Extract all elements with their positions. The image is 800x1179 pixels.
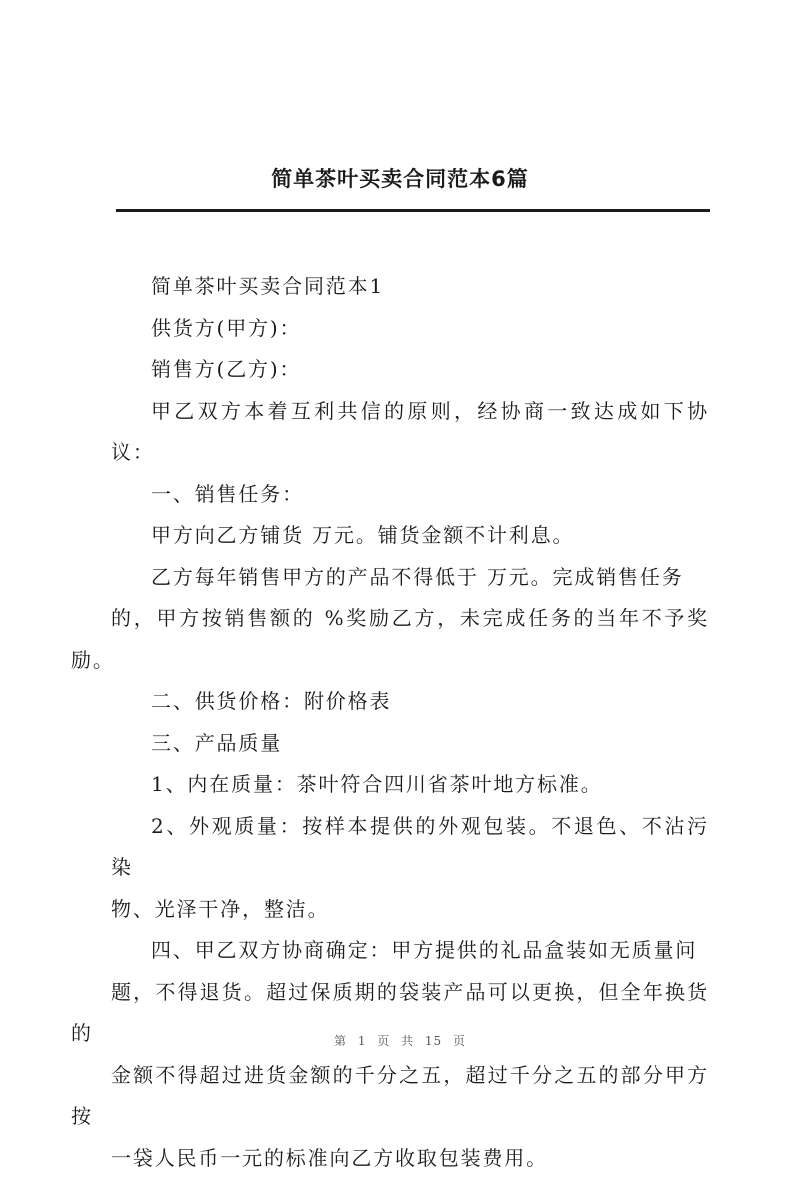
party-b-line: 销售方(乙方)：: [111, 349, 709, 391]
clause-3-item-1: 1、内在质量：茶叶符合四川省茶叶地方标准。: [111, 764, 709, 806]
paragraph-line: 金额不得超过进货金额的千分之五，超过千分之五的部分甲方按: [71, 1055, 709, 1138]
paragraph-line: 乙方每年销售甲方的产品不得低于 万元。完成销售任务: [111, 557, 709, 599]
clause-3-heading: 三、产品质量: [111, 723, 709, 765]
party-a-line: 供货方(甲方)：: [111, 308, 709, 350]
document-title: 简单茶叶买卖合同范本6篇: [0, 162, 800, 196]
section-heading: 简单茶叶买卖合同范本1: [111, 266, 709, 308]
paragraph-line: 题，不得退货。超过保质期的袋装产品可以更换，但全年换货的: [71, 972, 709, 1055]
agreement-intro: 甲乙双方本着互利共信的原则，经协商一致达成如下协议：: [111, 391, 709, 474]
clause-3-item-2: [111, 806, 709, 931]
paragraph-line: 2、外观质量：按样本提供的外观包装。不退色、不沾污染: [111, 806, 709, 889]
paragraph-line: 的，甲方按销售额的 %奖励乙方，未完成任务的当年不予奖励。: [71, 598, 709, 681]
paragraph-line: 一袋人民币一元的标准向乙方收取包装费用。: [71, 1138, 709, 1179]
paragraph-line: 物、光泽干净，整洁。: [71, 889, 709, 931]
clause-4-text: [111, 930, 709, 1179]
paragraph-line: 四、甲乙双方协商确定：甲方提供的礼品盒装如无质量问: [111, 930, 709, 972]
clause-2-heading: 二、供货价格：附价格表: [111, 681, 709, 723]
title-divider: [116, 209, 710, 212]
clause-1-target: [111, 557, 709, 682]
clause-1-heading: 一、销售任务：: [111, 474, 709, 516]
clause-1-text: 甲方向乙方铺货 万元。铺货金额不计利息。: [111, 515, 709, 557]
page-number: 第 1 页 共 15 页: [0, 1032, 800, 1049]
